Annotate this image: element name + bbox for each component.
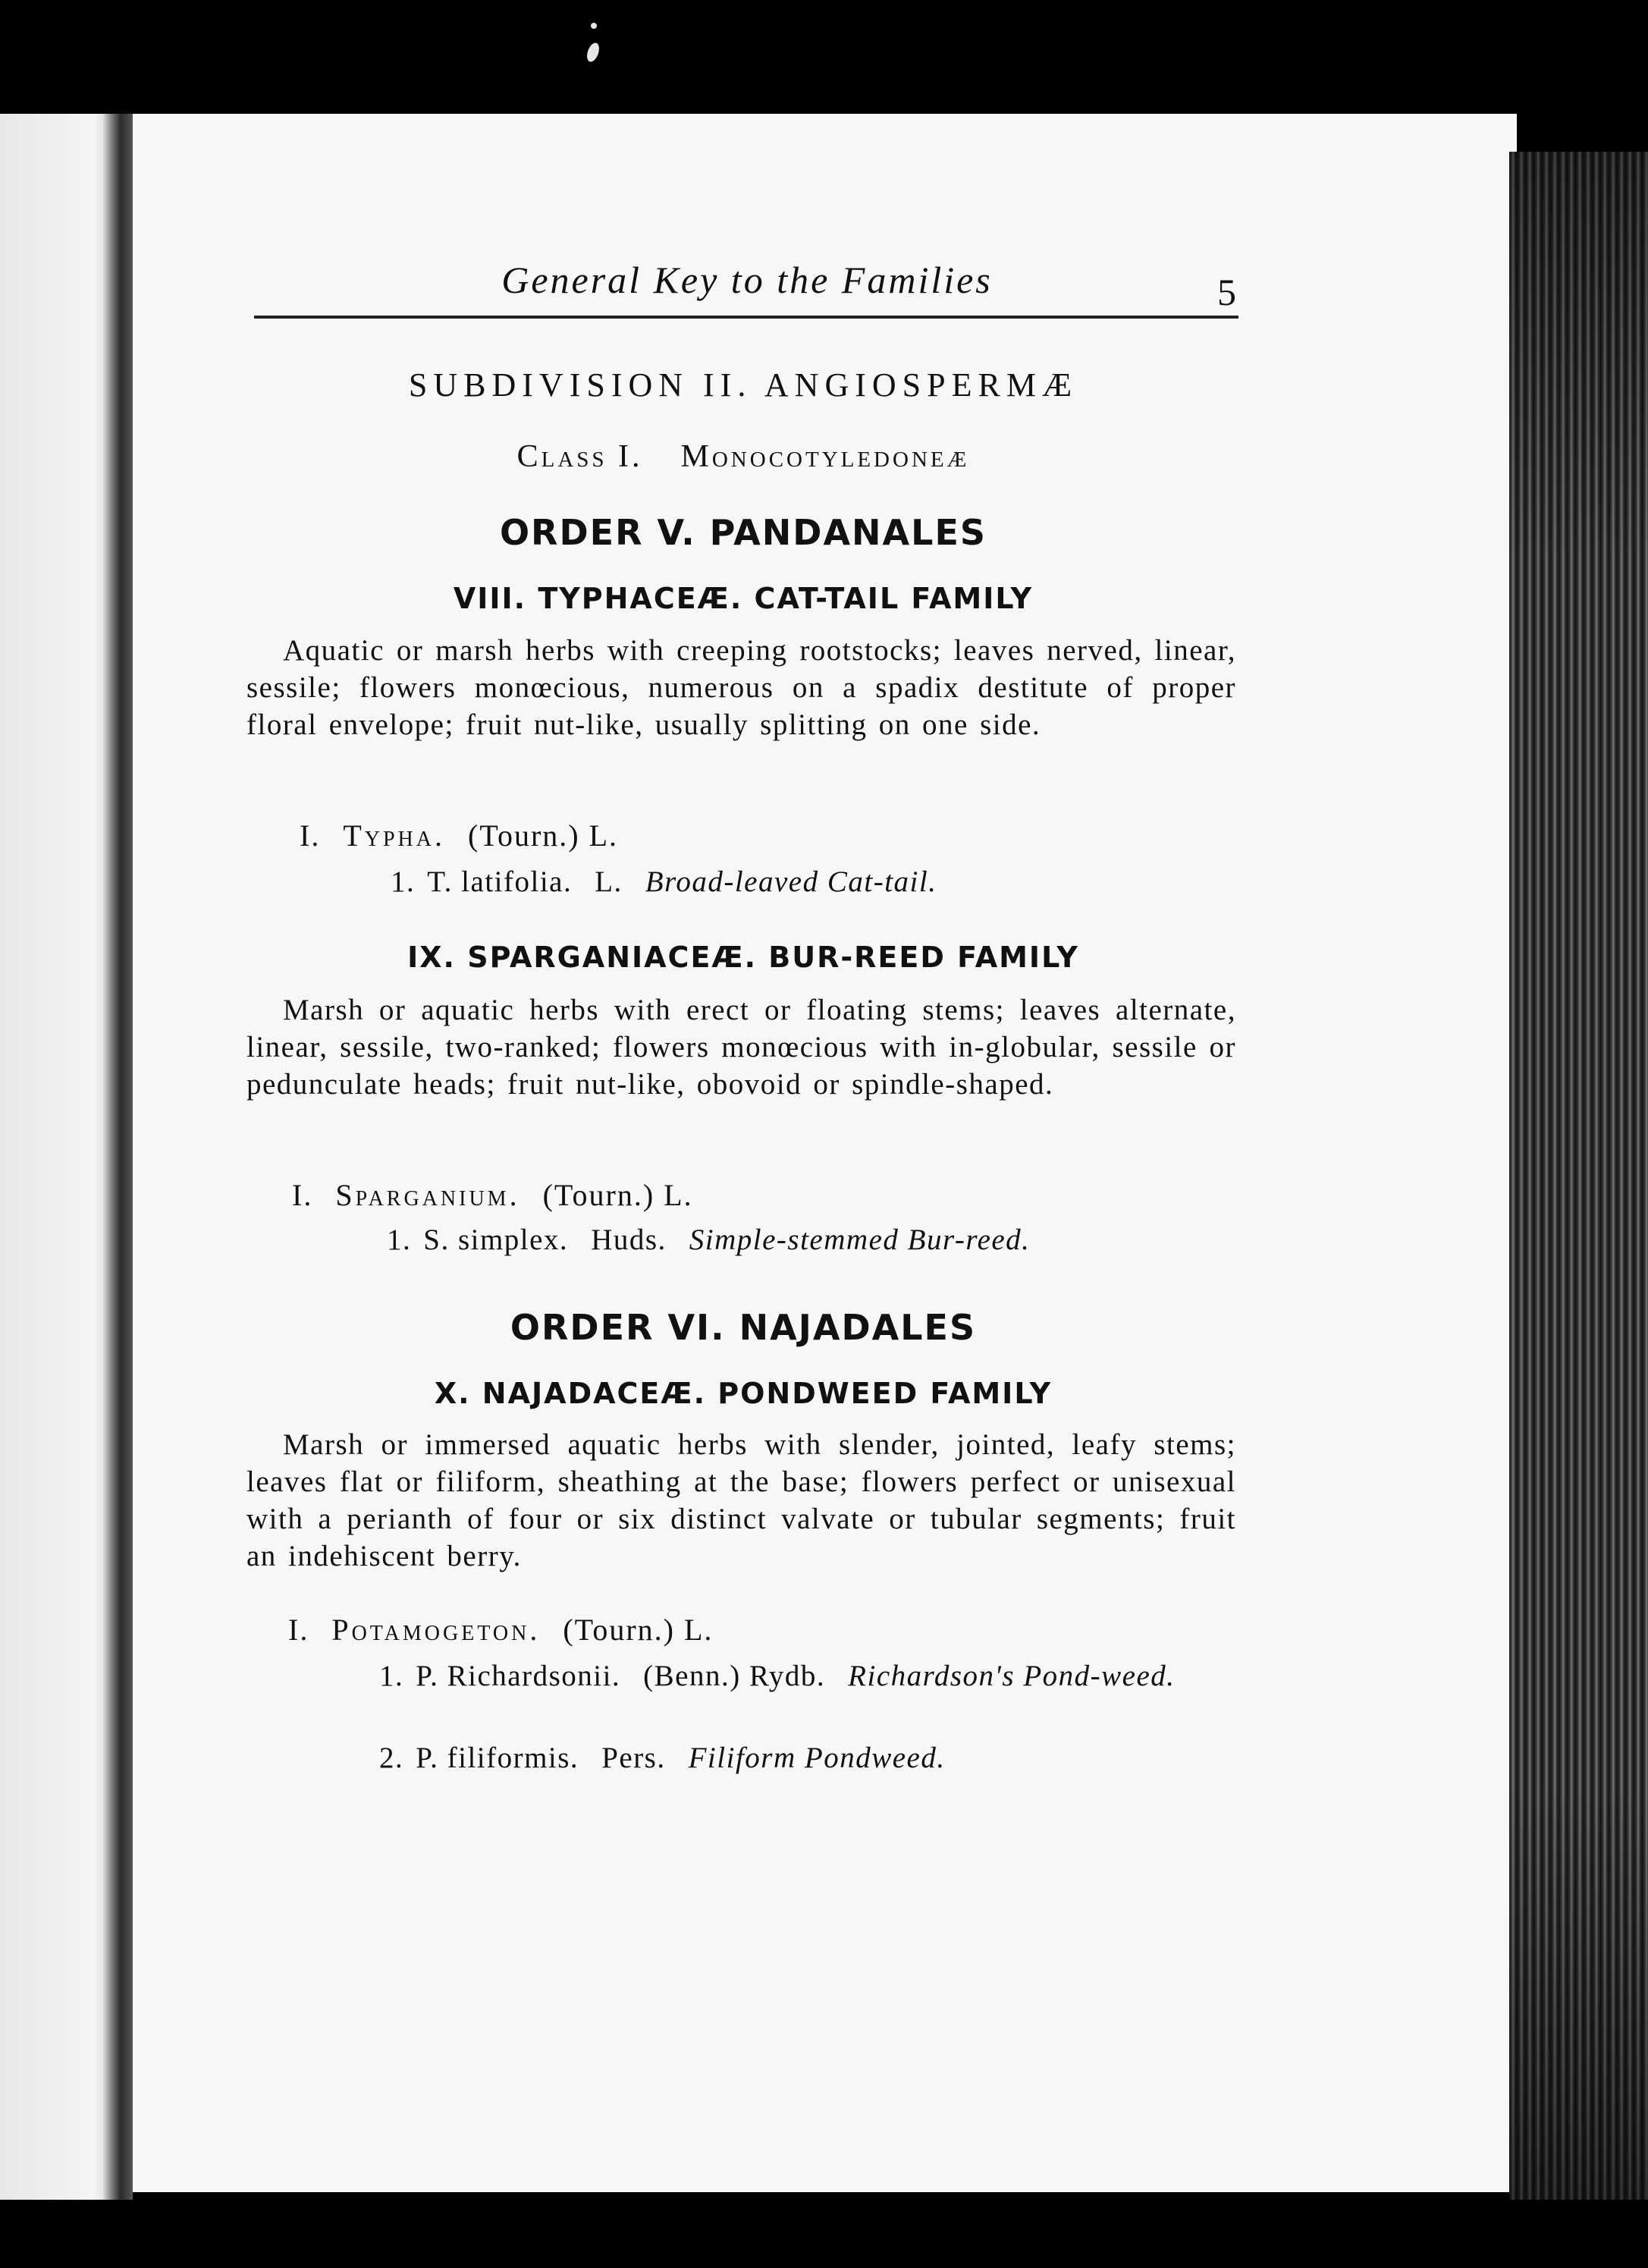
species-line — [379, 1741, 946, 1775]
subdivision-heading: SUBDIVISION II. ANGIOSPERMÆ — [408, 366, 1078, 404]
species-common-name: Filiform Pondweed. — [688, 1742, 946, 1774]
scan-speck — [588, 23, 600, 68]
page-block-edges — [1509, 152, 1648, 2200]
species-number: 1. — [387, 1224, 412, 1256]
running-head — [258, 258, 1236, 319]
species-number: 1. — [379, 1660, 404, 1692]
book-page — [133, 114, 1517, 2192]
species-name: P. filiformis. — [416, 1742, 579, 1774]
genus-line — [300, 818, 618, 853]
genus-name: Sparganium. — [335, 1178, 520, 1212]
species-authority: Huds. — [591, 1224, 667, 1256]
species-authority: (Benn.) Rydb. — [643, 1660, 826, 1692]
species-common-name: Richardson's Pond-weed. — [848, 1660, 1176, 1692]
species-number: 2. — [379, 1742, 404, 1774]
genus-number: I. — [288, 1613, 309, 1647]
order-heading: ORDER VI. NAJADALES — [510, 1307, 977, 1348]
species-name: P. Richardsonii. — [416, 1660, 621, 1692]
family-description: Marsh or aquatic herbs with erect or floating stems; leaves alternate, linear, sessile, two-ranked; flowers monœcious with in-globular, sessile or pedunculate heads; fruit nut-like, obovoid or spindle-shaped. — [246, 994, 1236, 1101]
genus-authority: (Tourn.) L. — [563, 1613, 714, 1647]
genus-line — [292, 1177, 693, 1213]
family-heading: IX. SPARGANIACEÆ. BUR-REED FAMILY — [407, 941, 1079, 974]
genus-line — [288, 1612, 713, 1648]
genus-name: Typha. — [343, 818, 445, 853]
family-heading: X. NAJADACEÆ. PONDWEED FAMILY — [434, 1377, 1053, 1410]
genus-name: Potamogeton. — [331, 1613, 541, 1647]
genus-number: I. — [300, 818, 321, 853]
genus-authority: (Tourn.) L. — [542, 1178, 693, 1212]
species-line — [387, 1223, 1030, 1257]
book-gutter — [102, 114, 133, 2200]
page-number: 5 — [1217, 271, 1236, 313]
species-common-name: Broad-leaved Cat-tail. — [645, 865, 937, 898]
running-head-title: General Key to the Families — [501, 259, 993, 301]
genus-number: I. — [292, 1178, 313, 1212]
class-name: Monocotyledoneæ — [680, 439, 970, 474]
species-authority: L. — [595, 865, 623, 898]
species-name: S. simplex. — [423, 1224, 569, 1256]
header-rule — [254, 316, 1238, 319]
order-heading: ORDER V. PANDANALES — [499, 512, 987, 553]
species-name: T. latifolia. — [427, 865, 573, 898]
species-common-name: Simple-stemmed Bur-reed. — [689, 1224, 1031, 1256]
species-line — [391, 865, 937, 899]
class-heading — [250, 438, 1236, 475]
species-authority: Pers. — [601, 1742, 666, 1774]
class-label: Class I. — [516, 439, 643, 474]
genus-authority: (Tourn.) L. — [468, 818, 619, 853]
species-number: 1. — [391, 865, 416, 898]
family-heading: VIII. TYPHACEÆ. CAT-TAIL FAMILY — [453, 582, 1034, 615]
species-line — [379, 1659, 1176, 1693]
family-description: Marsh or immersed aquatic herbs with slender, jointed, leafy stems; leaves flat or filiform, sheathing at the base; flowers perfect or unisexual with a perianth of four or six distinct valvate or tubular segments; fruit an indehiscent berry. — [246, 1428, 1236, 1572]
family-description: Aquatic or marsh herbs with creeping rootstocks; leaves nerved, linear, sessile; flowers monœcious, numerous on a spadix destitute of proper floral envelope; fruit nut-like, usually splitting on one side. — [246, 634, 1236, 741]
